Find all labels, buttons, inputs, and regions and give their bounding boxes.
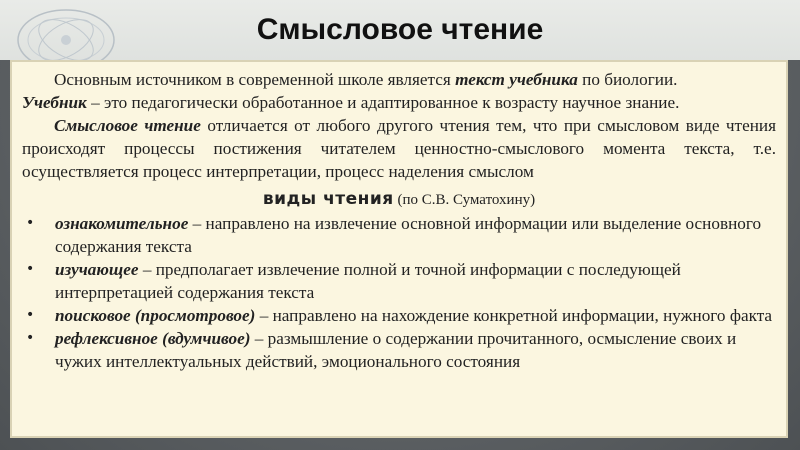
- list-item: • рефлексивное (вдумчивое) – размышление о содержании прочитанного, осмысление своих и чужих интеллектуальных действий, эмоционального состояния: [26, 329, 737, 371]
- emphasis-semantic-reading: Смысловое чтение: [54, 116, 201, 135]
- emphasis-textbook: Учебник: [22, 93, 87, 112]
- bullet-icon: •: [26, 215, 35, 231]
- intro-paragraph-1: Основным источником в современной школе является текст учебника по биологии.: [54, 70, 678, 89]
- bullet-icon: •: [26, 330, 35, 346]
- intro-paragraph-3: Смысловое чтение отличается от любого другого чтения тем, что при смысловом виде чтения происходят процессы постижения читателем ценностно-смыслового момента текста, т.е. осуществляется процесс интерпретации, процесс наделения смыслом: [22, 116, 777, 181]
- emphasis-textbook-text: текст учебника: [455, 70, 578, 89]
- reading-types-list: [22, 212, 776, 373]
- list-item: • ознакомительное – направлено на извлечение основной информации или выделение основного содержания текста: [26, 214, 762, 256]
- list-item: • изучающее – предполагает извлечение полной и точной информации с последующей интерпретацией содержания текста: [26, 260, 681, 302]
- slide-title: Смысловое чтение: [256, 13, 544, 46]
- list-item: • поисковое (просмотровое) – направлено на нахождение конкретной информации, нужного факта: [26, 306, 773, 325]
- bullet-icon: •: [26, 307, 35, 323]
- content-box: [10, 60, 788, 438]
- reading-types-heading: виды чтения (по С.В. Суматохину): [262, 189, 536, 209]
- bullet-icon: •: [26, 261, 35, 277]
- intro-paragraph-2: Учебник – это педагогически обработанное и адаптированное к возрасту научное знание.: [22, 93, 680, 112]
